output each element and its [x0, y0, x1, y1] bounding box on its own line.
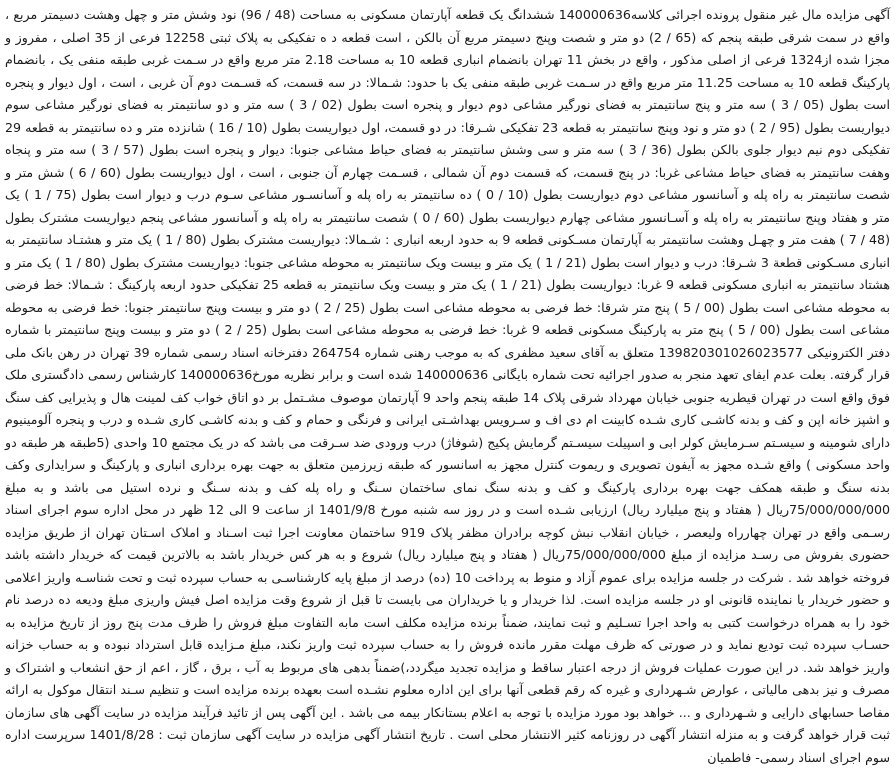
auction-notice-text: آگهی مزایده مال غیر منقول پرونده اجرائی کلاسه140000636 ششدانگ یک قطعه آپارتمان مسکونی به مساحت (48 / 96) نود وشش متر و چهل وهشت دسیمتر مربع ، واقع در سمت شرقی طبقه پنجم که (65 / 2) دو متر و شصت وپنج دسیمتر مربع آن بالکن ، است قطعه د ه تفکیکی به پلاک ثبتی 12258 فرعی از 35 اصلی ، مفروز و مجزا شده از1324 فرعی از اصلی مذکور ، واقع در بخش 11 تهران بانضمام انباری قطعه 10 به مساحت 2.18 متر مربع واقع در سـمت غربی طبقه منفی یک ، بانضمام پارکینگ قطعه 10 به مساحت 11.25 متر مربع واقع در سـمت غربی طبقه منفی یک با حدود: شـمالا: در سه قسمت، که قسـمت دوم آن غربی ، است ، اول دیوار و پنجره است بطول (05 / 3 ) سه متر و پنج سانتیمتر به فضای نورگیر مشاعی دوم دیوار و پنجره است بطول (02 / 3 ) سه متر و دو سانتیمتر به فضای نورگیر مشاعی سوم دیواریست بطول (95 / 2 ) دو متر و نود وپنج سانتیمتر به قطعه 23 تفکیکی شـرقا: در دو قسمت، اول دیواریست بطول (10 / 16 ) شانزده متر و ده سانتیمتر به قطعه 29 تفکیکی دوم نیم دیوار جلوی بالکن بطول (36 / 3 ) سه متر و سی وشش سانتیمتر به فضای حیاط مشاعی جنوبا: دیوار و پنجره است بطول (57 / 3 ) سه متر و پنجاه وهفت سانتیمتر به فضای حیاط مشاعی غربا: در پنج قسمت، که قسمت دوم آن شمالی ، قسـمت چهارم آن جنوبی ، است ، اول دیواریست بطول (60 / 6 ) شش متر و شصت سانتیمتر به راه پله و آسانسور مشاعی دوم دیواریست بطول (10 / 0 ) ده سانتیمتر به راه پله و آسانسـور مشاعی سـوم درب و دیوار است بطول (75 / 1 ) یک متر و هفتاد وپنج سانتیمتر به راه پله و آسـانسور مشاعی چهارم دیواریست بطول (60 / 0 ) شصت سانتیمتر به راه پله و آسانسور مشاعی پنجم دیواریست مشترک بطول (48 / 7 ) هفت متر و چهـل وهشت سانتیمتر به آپارتمان مسـکونی قطعه 9 به حدود اربعه انباری : شـمالا: دیواریست مشترک بطول (80 / 1 ) یک متر و هشتـاد سانتیمتر به انباری مسـکونی قطعة 3 شـرقا: درب و دیوار است بطول (21 / 1 ) یک متر و بیست ویک سانتیمتر به محوطه مشاعی جنوبا: دیواریست مشترک بطول (80 / 1 ) یک متر و هشتاد سانتیمتر به انباری مسکونی قطعه 9 غربا: دیواریست بطول (21 / 1 ) یک متر و بیست ویک سانتیمتر به قطعه 25 تفکیکی حدود اربعه پارکینگ : شـمالا: خط فرضی به محوطه مشاعی است بطول (00 / 5 ) پنج متر شرقا: خط فرضی به محوطه مشاعی است بطول (25 / 2 ) دو متر و بیست وپنج سانتیمتر جنوبا: خط فرضی به محوطه مشاعی است بطول (00 / 5 ) پنج متر به پارکینگ مسکونی قطعه 9 غربا: خط فرضی به محوطه مشاعی است بطول (25 / 2 ) دو متر و بیست وپنج سانتیمتر با شماره دفتر الکترونیکی 139820301026023577 متعلق به آقای سعید مظفری که به موجب رهنی شماره 264754 دفترخانه اسناد رسمی شماره 39 تهران در رهن بانک ملی قرار گرفته. بعلت عدم ایفای تعهد منجر به صدور اجرائیه تحت شماره بایگانی 140000636 شده است و برابر نظریه مورخ140000636 کارشناس رسمی دادگستری ملک فوق واقع است در تهران قیطریه جنوبی خیابان مهرداد شرقی پلاک 14 طبقه پنجم واحد 9 آپارتمان موصوف مشـتمل بر دو اتاق خواب کف لمینت هال و پذیرایی کف سنگ و اشپز خانه اپن و کف و بدنه کاشـی کاری شـده کابینت ام دی اف و سـرویس بهداشـتی ایرانی و فرنگی و حمام و کف و بدنه کاشـی کاری شـده و درب و پنجره آلومینیوم دارای شومینه و سیسـتم سـرمایش کولر ابی و اسپیلت سیسـتم گرمایش پکیج (شوفاژ) درب ورودی ضد سـرقت می باشد که در یک مجتمع 10 واحدی (5طبقه هر طبقه دو واحد مسکونی ) واقع شـده مجهز به آیفون تصویری و ریموت کنترل مجهز به اسانسور که طبقه زیرزمین متعلق به جهت بهره برداری انباری و پارکینگ و سرایداری وکف بدنه سنگ و طبقه همکف جهت بهره برداری پارکینگ و کف و بدنه سنگ نمای ساختمان سـنگ و راه پله کف و بدنه سـنگ و نرده استیل می باشد و به مبلغ 75/000/000/000ریال ( هفتاد و پنج میلیارد ریال) ارزیابی شـده است و در روز سه شنبه مورخ 1401/9/8 از ساعت 9 الی 12 ظهر در محل اداره سوم اجرای اسناد رسـمی واقع در تهران چهارراه ولیعصر ، خیابان انقلاب نبش کوچه برادران مظفر پلاک 919 ساختمان معاونت اجرا ثبت اسـناد و املاک اسـتان تهران از طریق مزایده حضوری بفروش می رسـد مزایده از مبلغ 75/000/000/000ریال ( هفتاد و پنج میلیارد ریال) شروع و به هر کس خریدار باشد به بالاترین قیمت که خریدار داشته باشد فروخته خواهد شد . شرکت در جلسه مزایده برای عموم آزاد و منوط به پرداخت 10 (ده) درصد از مبلغ پایه کارشناسـی به حساب سپرده ثبت و تحت شناسـه واریز اعلامی و حضور خریدار یا نماینده قانونی او در جلسه مزایده است. لذا خریدار و یا خریداران می بایست تا قبل از شروع وقت مزایده اصل فیش واریزی مبلغ ودیعه ده درصد نام خود را به همراه درخواست کتبی به واحد اجرا تسـلیم و ثبت نمایند، ضمناً برنده مزایده مکلف است مابه التفاوت مبلغ فروش را ظرف مدت پنج روز از تاریخ مزایده به حسـاب سپرده ثبت تودیع نماید و در صورتی که ظرف مهلت مقرر مانده فروش را به حساب سپرده ثبت واریز نکند، مبلغ مـزایده قابل استرداد نبوده و به حساب خزانه واریز خواهد شد. در این صورت عملیات فروش از درجه اعتبار ساقط و مزایده تجدید میگردد،)ضمناً بدهی های مربوط به آب ، برق ، گاز ، اعم از حق انشعاب و اشتراک و مصرف و نیز بدهی مالیاتی ، عوارض شـهرداری و غیره که رقم قطعی آنها برای این اداره معلوم نشـده است بعهده برنده مزایده است و تنظیم سـند انتقال موکول به ارائه مفاصا حسابهای دارایی و شـهرداری و ... خواهد بود مورد مزایده با توجه به اعلام بستانکار بیمه می باشد . این آگهی پس از تائید فرآیند مزایده در سایت آگهی های سازمان ثبت قرار خواهد گرفت و به منزله انتشار آگهی در روزنامه کثیر الانتشار محلی است . تاریخ انتشار آگهی مزایده در سایت آگهی سازمان ثبت : 1401/8/28 سرپرست اداره سوم اجرای اسناد رسمی- فاطمیان [5, 7, 891, 765]
